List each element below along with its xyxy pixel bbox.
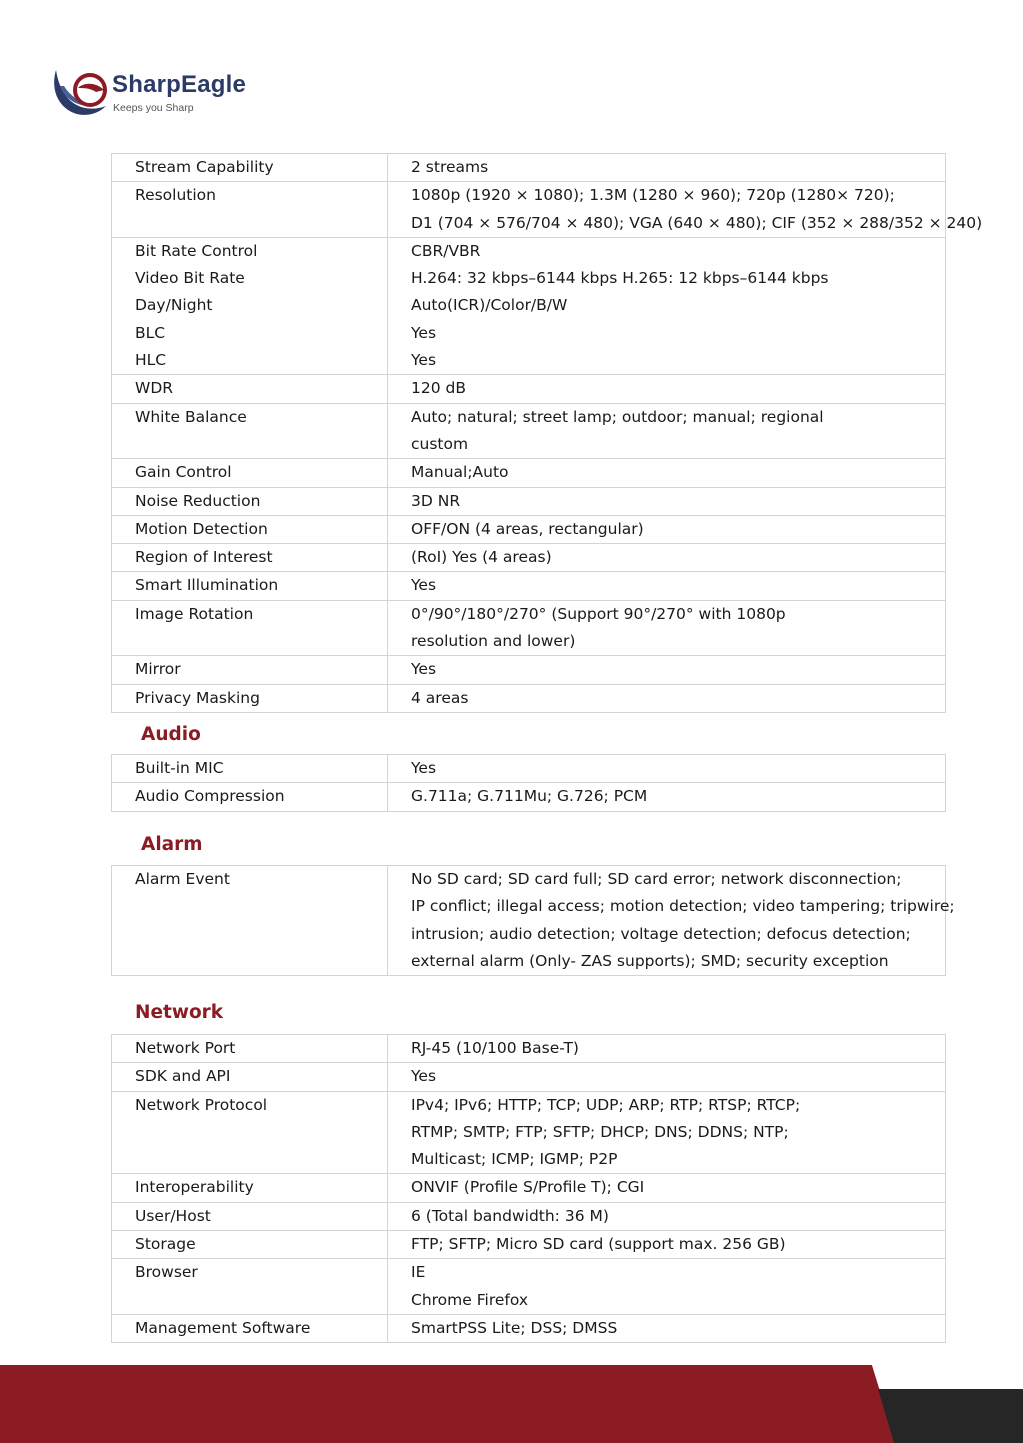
spec-value-text: Auto; natural; street lamp; outdoor; manual; regional: [411, 407, 824, 426]
table-row: [112, 487, 946, 515]
spec-value: [388, 755, 946, 783]
table-row: [112, 1174, 946, 1202]
table-row: [112, 783, 946, 811]
spec-value-text: external alarm (Only- ZAS supports); SMD; security exception: [411, 951, 889, 970]
spec-label: [112, 684, 388, 712]
table-row: [112, 403, 946, 459]
table-row: [112, 1063, 946, 1091]
spec-value-text: Yes: [411, 576, 437, 595]
table-row: [112, 1035, 946, 1063]
spec-value: [388, 487, 946, 515]
spec-value: [388, 403, 946, 459]
spec-value: [388, 866, 955, 976]
spec-label-text: Stream Capability: [135, 158, 274, 176]
spec-label: [112, 1259, 388, 1315]
spec-value-text: CBR/VBR: [411, 241, 481, 260]
spec-label: [112, 572, 388, 600]
spec-label-text: Browser: [135, 1263, 198, 1282]
spec-label-text: Video Bit Rate: [135, 269, 245, 288]
spec-value-text: Multicast; ICMP; IGMP; P2P: [411, 1150, 618, 1169]
spec-value: [388, 783, 946, 811]
spec-label: [112, 755, 388, 783]
table-row: [112, 755, 946, 783]
footer-band: [0, 1365, 1023, 1443]
spec-label-text: Image Rotation: [135, 604, 254, 623]
spec-label-text: HLC: [135, 351, 167, 370]
spec-label: [112, 459, 388, 487]
spec-value-text: FTP; SFTP; Micro SD card (support max. 256 GB): [411, 1235, 786, 1254]
spec-value-text: 4 areas: [411, 688, 469, 707]
network-spec-table: [111, 1034, 946, 1343]
table-row: [112, 515, 946, 543]
spec-label-text: Network Port: [135, 1039, 236, 1057]
spec-value-text: Yes: [411, 759, 437, 777]
spec-value: [388, 1091, 946, 1174]
spec-label-text: Bit Rate Control: [135, 241, 258, 260]
spec-label-text: Alarm Event: [135, 870, 230, 888]
spec-value: [388, 600, 946, 656]
table-row: [112, 656, 946, 684]
spec-value-text: OFF/ON (4 areas, rectangular): [411, 519, 644, 538]
alarm-spec-table: [111, 865, 955, 976]
spec-value: [388, 684, 946, 712]
spec-value-text: Manual;Auto: [411, 463, 509, 482]
spec-value: [388, 544, 946, 572]
spec-value-text: IP conflict; illegal access; motion detection; video tampering; tripwire;: [411, 897, 955, 916]
section-heading-network: Network: [135, 1002, 224, 1023]
spec-value-text: IPv4; IPv6; HTTP; TCP; UDP; ARP; RTP; RTSP; RTCP;: [411, 1095, 801, 1114]
spec-value-text: H.264: 32 kbps–6144 kbps H.265: 12 kbps–6144 kbps: [411, 269, 829, 288]
spec-label-text: BLC: [135, 323, 166, 342]
spec-value-text: SmartPSS Lite; DSS; DMSS: [411, 1318, 618, 1337]
spec-value-text: 120 dB: [411, 379, 466, 398]
spec-value-text: 2 streams: [411, 158, 489, 176]
table-row: [112, 237, 946, 374]
spec-value: [388, 154, 946, 182]
spec-label: [112, 1063, 388, 1091]
spec-value-text: 0°/90°/180°/270° (Support 90°/270° with 1080p: [411, 604, 786, 623]
spec-value: [388, 237, 946, 374]
spec-value-text: No SD card; SD card full; SD card error; network disconnection;: [411, 870, 902, 888]
spec-label-text: Noise Reduction: [135, 491, 261, 510]
spec-label: [112, 487, 388, 515]
spec-label: [112, 1035, 388, 1063]
spec-value-text: Yes: [411, 1067, 437, 1086]
spec-value: [388, 1174, 946, 1202]
spec-label-text: User/Host: [135, 1206, 211, 1225]
spec-value: [388, 459, 946, 487]
table-row: [112, 1091, 946, 1174]
spec-value-text: G.711a; G.711Mu; G.726; PCM: [411, 787, 648, 806]
spec-label-text: Network Protocol: [135, 1095, 268, 1114]
spec-value-text: Auto(ICR)/Color/B/W: [411, 296, 568, 315]
section-heading-alarm: Alarm: [141, 834, 203, 855]
spec-value-text: RJ-45 (10/100 Base-T): [411, 1039, 579, 1057]
spec-value-text: 1080p (1920 × 1080); 1.3M (1280 × 960); 720p (1280× 720);: [411, 186, 895, 205]
spec-value: [388, 375, 946, 403]
spec-value-text: Yes: [411, 351, 437, 370]
spec-label-text: Interoperability: [135, 1178, 254, 1197]
spec-value-text: intrusion; audio detection; voltage detection; defocus detection;: [411, 924, 911, 943]
spec-label: [112, 403, 388, 459]
spec-value: [388, 656, 946, 684]
spec-label: [112, 1231, 388, 1259]
spec-value-text: Yes: [411, 660, 437, 679]
table-row: [112, 459, 946, 487]
table-row: [112, 154, 946, 182]
spec-value-text: Chrome Firefox: [411, 1290, 529, 1309]
spec-value-text: custom: [411, 434, 469, 453]
spec-label: [112, 600, 388, 656]
spec-value-text: resolution and lower): [411, 632, 576, 651]
table-row: [112, 1259, 946, 1315]
table-row: [112, 866, 946, 976]
spec-label-text: Smart Illumination: [135, 576, 279, 595]
brand-tagline: Keeps you Sharp: [113, 102, 194, 114]
table-row: [112, 572, 946, 600]
spec-value-text: RTMP; SMTP; FTP; SFTP; DHCP; DNS; DDNS; NTP;: [411, 1122, 789, 1141]
spec-value: [388, 1063, 946, 1091]
spec-value-text: 3D NR: [411, 491, 461, 510]
spec-value: [388, 1231, 946, 1259]
spec-label: [112, 375, 388, 403]
company-logo: [50, 62, 270, 122]
spec-label-text: Built-in MIC: [135, 759, 224, 777]
table-row: [112, 1202, 946, 1230]
spec-label: [112, 154, 388, 182]
eagle-logo-icon: [50, 66, 110, 120]
table-row: [112, 600, 946, 656]
spec-value-text: 6 (Total bandwidth: 36 M): [411, 1206, 609, 1225]
table-row: [112, 375, 946, 403]
spec-label: [112, 1174, 388, 1202]
spec-value: [388, 572, 946, 600]
audio-spec-table: [111, 754, 946, 812]
table-row: [112, 182, 946, 238]
spec-value: [388, 1035, 946, 1063]
spec-value: [388, 1314, 946, 1342]
spec-label: [112, 544, 388, 572]
spec-label: [112, 515, 388, 543]
spec-value: [388, 182, 983, 238]
table-row: [112, 684, 946, 712]
spec-label: [112, 1202, 388, 1230]
spec-value-text: IE: [411, 1263, 426, 1282]
spec-label-text: Day/Night: [135, 296, 213, 315]
spec-label-text: Audio Compression: [135, 787, 285, 806]
spec-label-text: Region of Interest: [135, 548, 273, 567]
spec-label-text: Privacy Masking: [135, 688, 260, 707]
spec-value-text: (RoI) Yes (4 areas): [411, 548, 552, 567]
brand-name: SharpEagle: [112, 71, 247, 98]
spec-label-text: WDR: [135, 379, 174, 398]
table-row: [112, 1231, 946, 1259]
spec-label: [112, 866, 388, 976]
spec-value-text: ONVIF (Profile S/Profile T); CGI: [411, 1178, 645, 1197]
spec-label-text: Gain Control: [135, 463, 232, 482]
spec-label: [112, 182, 388, 238]
spec-label-text: Management Software: [135, 1318, 311, 1337]
video-spec-table: [111, 153, 983, 713]
spec-label-text: Motion Detection: [135, 519, 268, 538]
table-row: [112, 544, 946, 572]
table-row: [112, 1314, 946, 1342]
spec-label: [112, 237, 388, 374]
spec-value-text: D1 (704 × 576/704 × 480); VGA (640 × 480); CIF (352 × 288/352 × 240): [411, 213, 983, 232]
spec-label-text: Storage: [135, 1235, 196, 1254]
spec-label: [112, 656, 388, 684]
spec-label-text: SDK and API: [135, 1067, 231, 1086]
spec-value: [388, 1259, 946, 1315]
spec-label: [112, 1314, 388, 1342]
spec-label-text: Resolution: [135, 186, 216, 205]
spec-label-text: White Balance: [135, 407, 247, 426]
spec-value-text: Yes: [411, 323, 437, 342]
spec-value: [388, 1202, 946, 1230]
spec-label-text: Mirror: [135, 660, 181, 679]
spec-value: [388, 515, 946, 543]
section-heading-audio: Audio: [141, 724, 201, 745]
spec-label: [112, 783, 388, 811]
spec-label: [112, 1091, 388, 1174]
